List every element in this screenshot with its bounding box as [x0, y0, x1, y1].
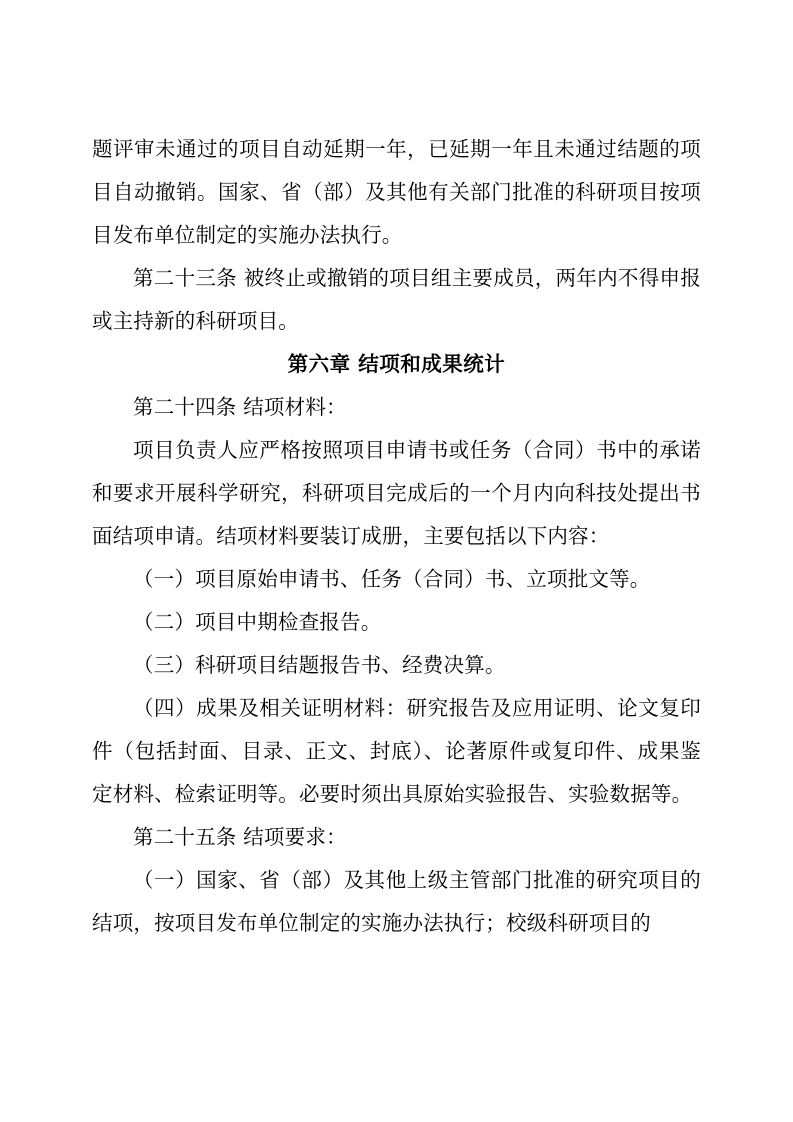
- document-body: [92, 128, 701, 945]
- paragraph-article-24: 第二十四条 结项材料：: [133, 395, 347, 419]
- paragraph-article-25: 第二十五条 结项要求：: [133, 825, 347, 849]
- paragraph-item-1: （一）项目原始申请书、任务（合同）书、立项批文等。: [133, 567, 651, 591]
- paragraph-article-25-item-1: （一）国家、省（部）及其他上级主管部门批准的研究项目的结项，按项目发布单位制定的实施办法执行；校级科研项目的: [92, 868, 701, 935]
- paragraph-item-4: （四）成果及相关证明材料：研究报告及应用证明、论文复印件（包括封面、目录、正文、封底）、论著原件或复印件、成果鉴定材料、检索证明等。必要时须出具原始实验报告、实验数据等。: [92, 696, 701, 806]
- paragraph-continuation: 题评审未通过的项目自动延期一年，已延期一年且未通过结题的项目自动撤销。国家、省（部）及其他有关部门批准的科研项目按项目发布单位制定的实施办法执行。: [92, 137, 701, 247]
- paragraph-article-23: 第二十三条 被终止或撤销的项目组主要成员，两年内不得申报或主持新的科研项目。: [92, 266, 701, 333]
- paragraph-item-3: （三）科研项目结题报告书、经费决算。: [133, 653, 506, 677]
- paragraph-item-2: （二）项目中期检查报告。: [133, 610, 382, 634]
- paragraph-article-24-body: 项目负责人应严格按照项目申请书或任务（合同）书中的承诺和要求开展科学研究，科研项目完成后的一个月内向科技处提出书面结项申请。结项材料要装订成册，主要包括以下内容：: [92, 438, 701, 548]
- chapter-heading-6: 第六章 结项和成果统计: [287, 352, 506, 376]
